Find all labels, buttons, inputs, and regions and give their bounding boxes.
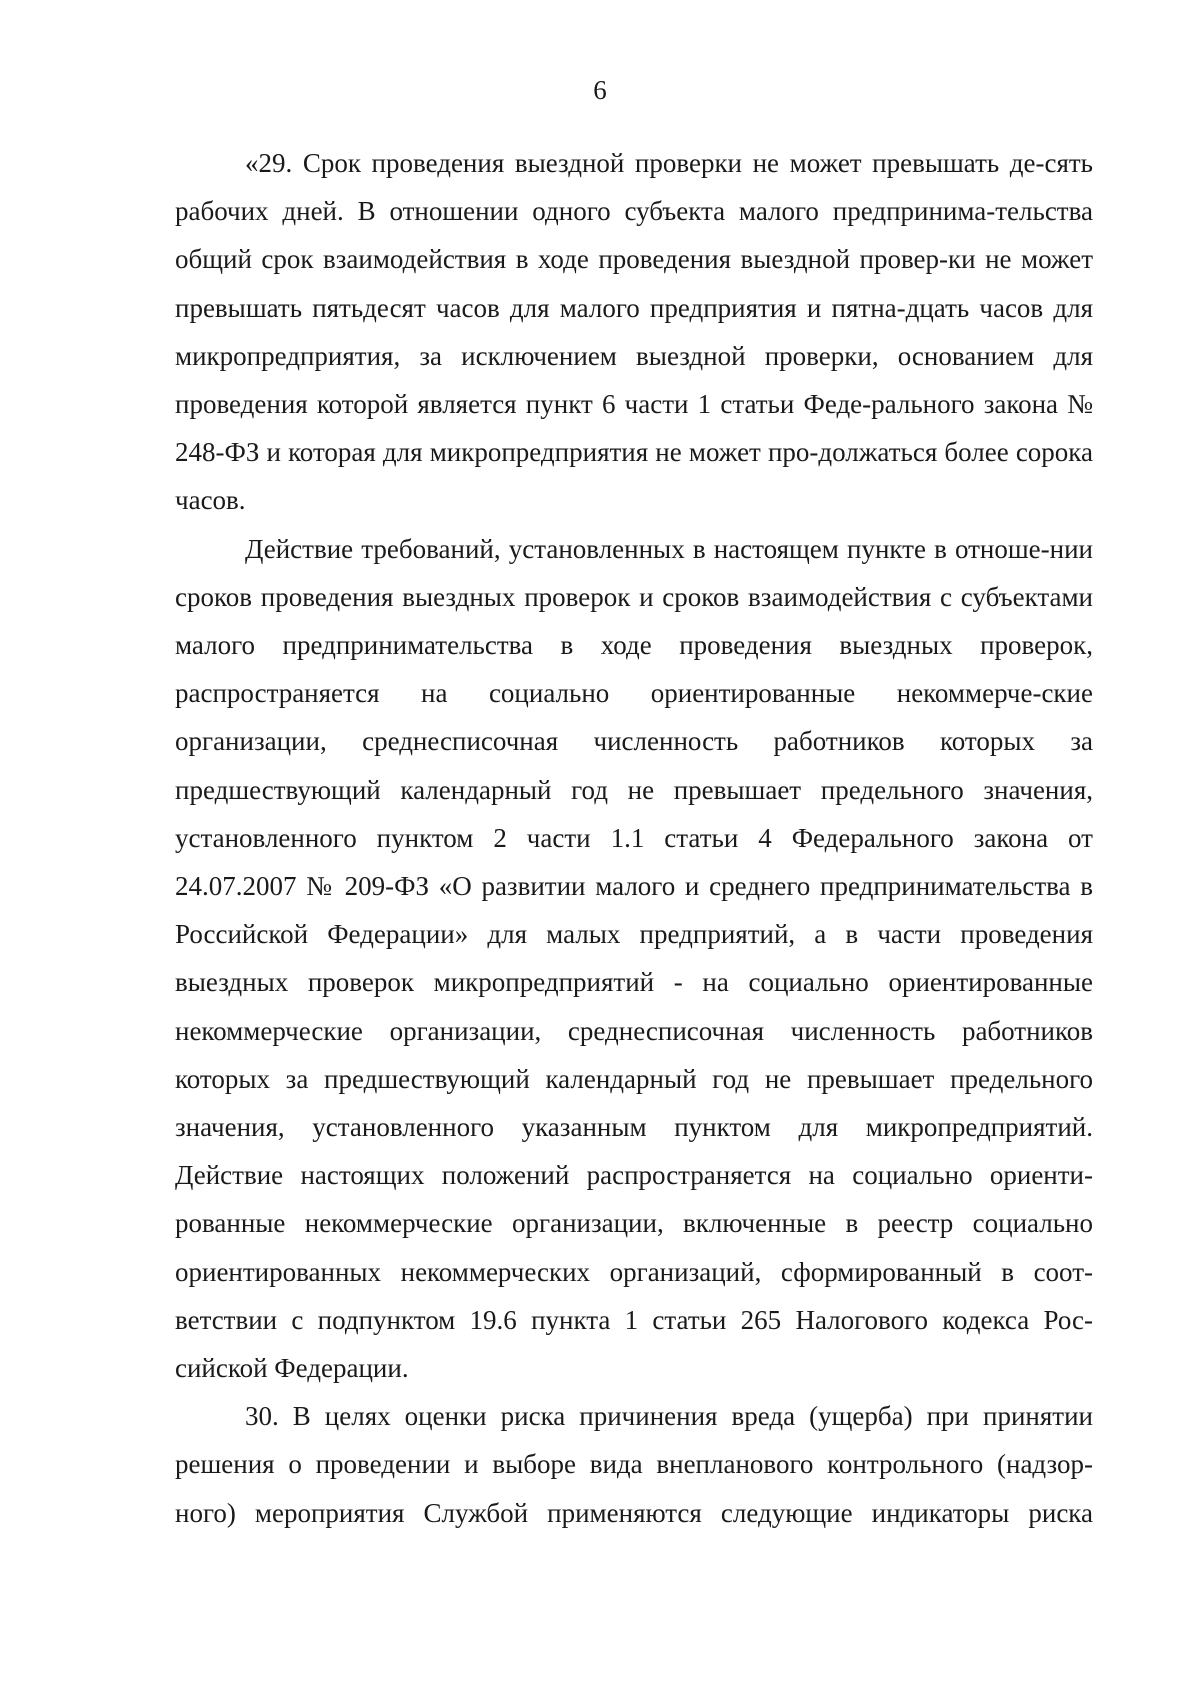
paragraph-29: «29. Срок проведения выездной проверки не может превышать де-сять рабочих дней. В отношении одного субъекта малого предпринима-тельства общий срок взаимодействия в ходе проведения выездной провер-ки не может превышать пятьдесят часов для малого предприятия и пятна-дцать часов для микропредприятия, за исключением выездной проверки, основанием для проведения которой является пункт 6 части 1 статьи Феде-рального закона № 248-ФЗ и которая для микропредприятия не может про-должаться более сорока часов. [175,148,1093,516]
paragraph-30: 30. В целях оценки риска причинения вреда (ущерба) при принятии решения о проведении и выборе вида внепланового контрольного (надзор-ного) мероприятия Службой применяются следующие индикаторы риска [175,1401,1093,1528]
document-body [175,139,1093,1537]
paragraph-scope: Действие требований, установленных в настоящем пункте в отноше-нии сроков проведения выездных проверок и сроков взаимодействия с субъектами малого предпринимательства в ходе проведения выездных проверок, распространяется на социально ориентированные некоммерче-ские организации, среднесписочная численность работников которых за предшествующий календарный год не превышает предельного значения, установленного пунктом 2 части 1.1 статьи 4 Федерального закона от 24.07.2007 № 209-ФЗ «О развитии малого и среднего предпринимательства в Российской Федерации» для малых предприятий, а в части проведения выездных проверок микропредприятий - на социально ориентированные некоммерческие организации, среднесписочная численность работников которых за предшествующий календарный год не превышает предельного значения, установленного указанным пунктом для микропредприятий. Действие настоящих положений распространяется на социально ориенти-рованные некоммерческие организации, включенные в реестр социально ориентированных некоммерческих организаций, сформированный в соот-ветствии с подпунктом 19.6 пункта 1 статьи 265 Налогового кодекса Рос-сийской Федерации. [175,533,1093,1384]
page-number: 6 [593,75,607,105]
